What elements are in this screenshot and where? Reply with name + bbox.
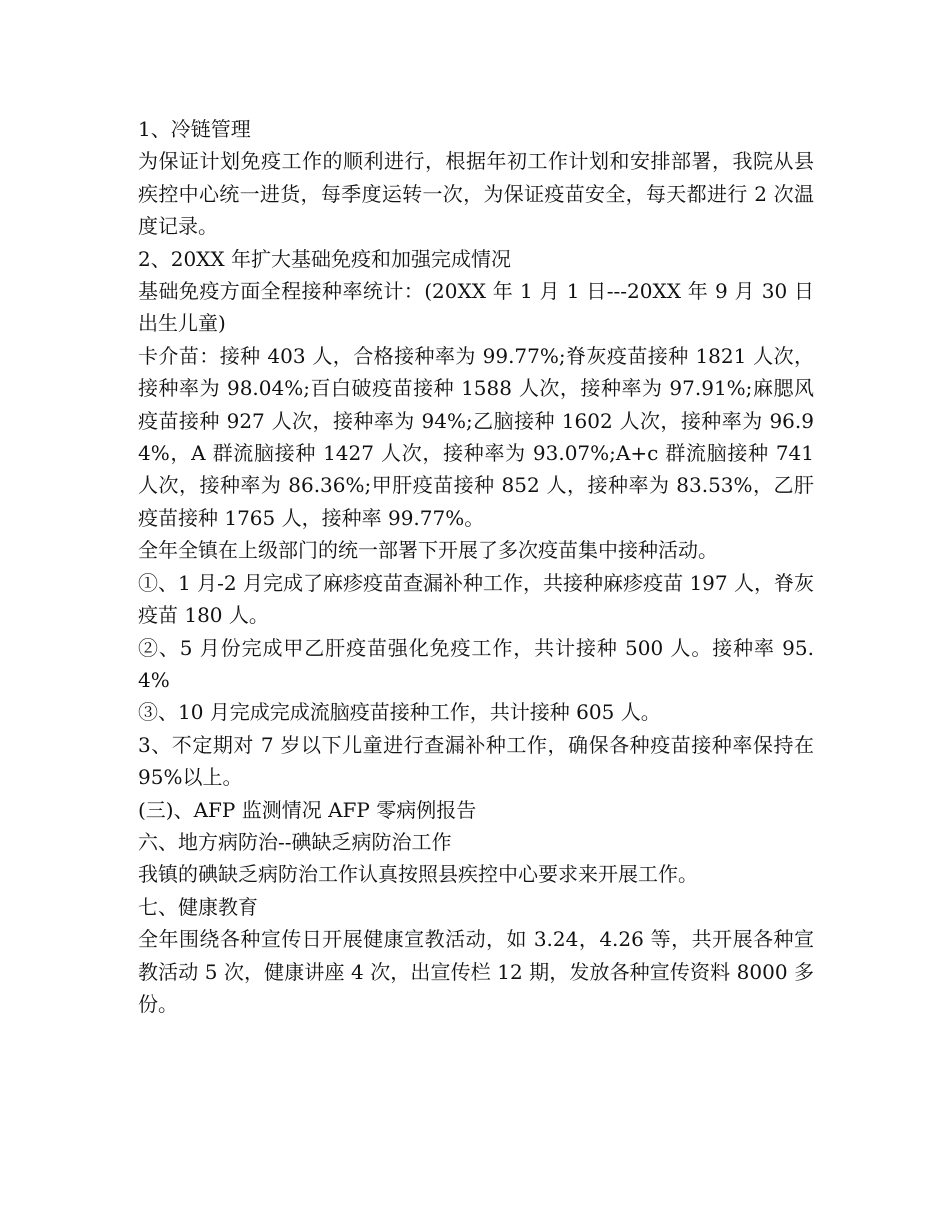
paragraph-vaccine-rates: 卡介苗：接种 403 人，合格接种率为 99.77%;脊灰疫苗接种 1821 人次，接种率为 98.04%;百白破疫苗接种 1588 人次，接种率为 97.91%;麻腮风疫苗接种 927 人次，接种率为 94%;乙脑接种 1602 人次，接种率为 96.94%，A 群流脑接种 1427 人次，接种率为 93.07%;A+c 群流脑接种 741 人次，接种率为 86.36%;甲肝疫苗接种 852 人，接种率为 83.53%，乙肝疫苗接种 1765 人，接种率 99.77%。 xyxy=(138,343,814,530)
paragraph-campaigns: 全年全镇在上级部门的统一部署下开展了多次疫苗集中接种活动。 xyxy=(138,538,718,563)
heading-cold-chain: 1、冷链管理 xyxy=(138,117,251,141)
heading-afp: (三)、AFP 监测情况 AFP 零病例报告 xyxy=(138,797,477,822)
heading-immunization: 2、20XX 年扩大基础免疫和加强完成情况 xyxy=(138,246,512,271)
list-item-campaign-2: ②、5 月份完成甲乙肝疫苗强化免疫工作，共计接种 500 人。接种率 95.4% xyxy=(138,635,814,692)
list-item-campaign-3: ③、10 月完成完成流脑疫苗接种工作，共计接种 605 人。 xyxy=(138,700,661,725)
heading-endemic-disease: 六、地方病防治--碘缺乏病防治工作 xyxy=(138,829,452,854)
paragraph-iodine: 我镇的碘缺乏病防治工作认真按照县疾控中心要求来开展工作。 xyxy=(138,862,698,887)
paragraph-catch-up: 3、不定期对 7 岁以下儿童进行查漏补种工作，确保各种疫苗接种率保持在 95%以上。 xyxy=(138,732,814,790)
paragraph-health-education: 全年围绕各种宣传日开展健康宣教活动，如 3.24，4.26 等，共开展各种宣教活动 5 次，健康讲座 4 次，出宣传栏 12 期，发放各种宣传资料 8000 多份。 xyxy=(138,927,814,1016)
paragraph-cold-chain: 为保证计划免疫工作的顺利进行，根据年初工作计划和安排部署，我院从县疾控中心统一进货，每季度运转一次，为保证疫苗安全，每天都进行 2 次温度记录。 xyxy=(138,149,814,239)
paragraph-coverage-stats: 基础免疫方面全程接种率统计：(20XX 年 1 月 1 日---20XX 年 9 月 30 日出生儿童) xyxy=(138,279,814,336)
document-body xyxy=(138,113,814,1020)
heading-health-education: 七、健康教育 xyxy=(138,894,258,919)
list-item-campaign-1: ①、1 月-2 月完成了麻疹疫苗查漏补种工作，共接种麻疹疫苗 197 人，脊灰疫苗 180 人。 xyxy=(138,570,814,628)
